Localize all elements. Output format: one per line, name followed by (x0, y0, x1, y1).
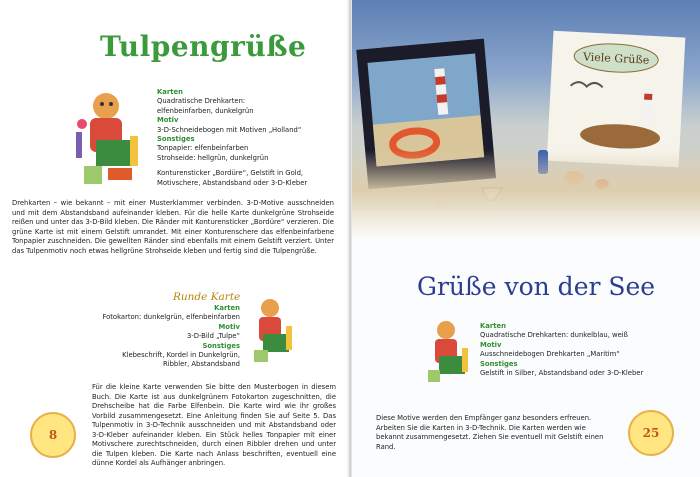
materials-line: Konturensticker „Bordüre“, Gelstift in Gold, (157, 169, 304, 178)
materials-line: Gelstift in Silber, Abstandsband oder 3-D-Kleber (480, 369, 644, 378)
page-number-right: 25 (628, 410, 674, 456)
materials-heading-cards: Karten (480, 322, 506, 330)
materials-line: Quadratische Drehkarten: dunkelblau, weiß (480, 331, 628, 340)
craft-figure-illustration (422, 318, 472, 384)
materials-heading-motif: Motiv (480, 340, 502, 349)
materials-heading-misc: Sonstiges (202, 341, 240, 350)
page-title-right: Grüße von der See (417, 272, 656, 301)
materials-list-right (480, 322, 643, 378)
page-title-left: Tulpengrüße (100, 30, 307, 63)
materials-line: 3-D-Schneidebogen mit Motiven „Holland“ (157, 125, 302, 134)
materials-line: Tonpapier: elfenbeinfarben (157, 144, 249, 153)
materials-line: Motivschere, Abstandsband oder 3-D-Kleber (157, 178, 308, 187)
materials-line: Fotokarton: dunkelgrün, elfenbeinfarben (102, 313, 240, 322)
page-number-left: 8 (30, 412, 76, 458)
materials-heading-motif: Motiv (157, 116, 179, 125)
materials-heading-cards: Karten (157, 88, 183, 96)
materials-heading-misc: Sonstiges (157, 135, 195, 144)
materials-line: 3-D-Bild „Tulpe“ (186, 332, 240, 341)
instructions-text: Drehkarten – wie bekannt – mit einer Musterklammer verbinden. 3-D-Motive ausschneiden und mit dem Abstandsband aufeinander kleben. Für die helle Karte dunkelgrüne Strohseide reißen und unter das 3-D-Bild kleben. Die Ränder mit Konturensticker „Bordüre“ verzieren. Die grüne Karte ist mit einem Gelstift umrandet. Mit einer Konturenschere das elfenbeinfarbene Tonpapier zuschneiden. Die gewellten Ränder sind ebenfalls mit einem Gelstift verziert. Unter das Tulpenmotiv noch etwas hellgrüne Strohseide kleben und fertig sind die Tulpengrüße. (12, 199, 334, 255)
materials-line: Ribbler, Abstandsband (162, 360, 240, 369)
materials-line: Ausschneidebogen Drehkarten „Maritim“ (480, 350, 620, 359)
round-card-materials (82, 304, 240, 370)
materials-line: elfenbeinfarben, dunkelgrün (157, 106, 254, 115)
round-card-figure-illustration (246, 296, 298, 366)
materials-heading-motif: Motiv (218, 322, 240, 331)
materials-heading-misc: Sonstiges (480, 359, 518, 368)
right-page (352, 0, 700, 477)
instructions-text-right: Diese Motive werden den Empfänger ganz besonders erfreuen. Arbeiten Sie die Karten in 3-D-Technik. Die Karten werden wie bekannt zusammengesetzt. Ziehen Sie eventuell mit Gelstift einen Rand. (376, 414, 604, 451)
craft-figure-illustration (70, 88, 148, 193)
materials-line: Strohseide: hellgrün, dunkelgrün (157, 153, 269, 162)
photo-fade (352, 150, 700, 240)
materials-line: Quadratische Drehkarten: (157, 97, 246, 106)
round-card-instructions: Für die kleine Karte verwenden Sie bitte den Musterbogen in diesem Buch. Die Karte ist aus dunkelgrünem Fotokarton zugeschnitten, die Drehscheibe hat die Farbe Elfenbein. Die Karte wird wie ihr großes Vorbild zusammengesetzt. Eine Anleitung finden Sie auf Seite 5. Das Tulpenmotiv in 3-D-Technik ausschneiden und mit Abstandsband oder 3-D-Kleber aufeinander kleben. Ein Stück helles Tonpapier mit einer Motivschere zurechtschneiden, durch einen Ribbler drehen und unter die Tulpen kleben. Die Karte nach Anlass beschriften, eventuell eine dünne Kordel als Aufhänger anbringen. (92, 383, 336, 467)
materials-heading-cards: Karten (214, 304, 240, 312)
materials-list (157, 88, 307, 188)
materials-line: Klebeschrift, Kordel in Dunkelgrün, (122, 351, 240, 360)
section-title-round-card: Runde Karte (173, 291, 241, 303)
card-greeting-text: Viele Grüße (582, 50, 650, 67)
